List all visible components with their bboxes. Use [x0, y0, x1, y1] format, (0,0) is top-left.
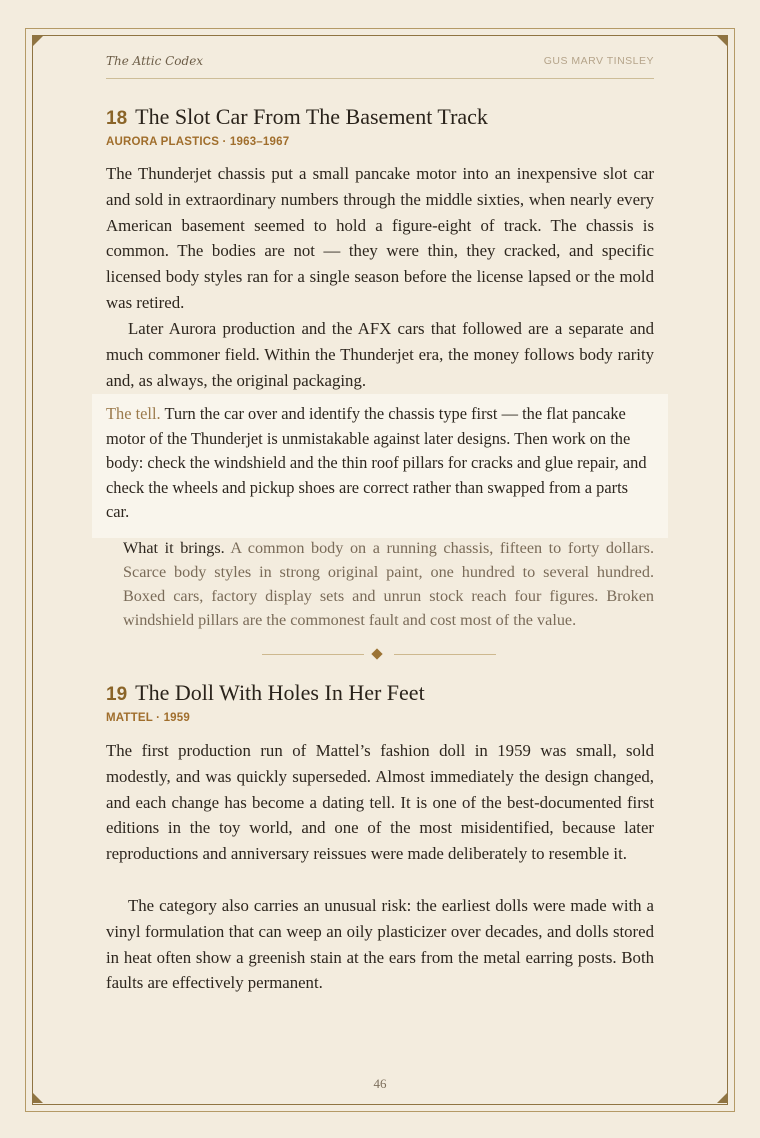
entry-number: 19 — [106, 684, 128, 705]
entry-title: The Doll With Holes In Her Feet — [135, 680, 425, 705]
section-divider — [262, 647, 496, 663]
corner-ornament-icon — [33, 36, 43, 46]
running-head — [106, 54, 654, 79]
body-paragraph: The first production run of Mattel’s fashion doll in 1959 was small, sold modestly, and was quickly superseded. Almost immediately the design changed, and each change has become a dating tell. It is one of the best-documented first editions in the toy world, and one of the most misidentified, because later reproductions and anniversary reissues were made deliberately to resemble it. — [106, 741, 654, 864]
divider-line — [262, 654, 364, 655]
diamond-ornament-icon — [371, 648, 382, 659]
book-title: The Attic Codex — [106, 54, 204, 68]
tell-text — [106, 402, 654, 525]
corner-ornament-icon — [717, 36, 727, 46]
price-note — [123, 536, 654, 632]
entry-title: The Slot Car From The Basement Track — [135, 104, 488, 129]
divider-line — [394, 654, 496, 655]
author-name: GUS MARV TINSLEY — [543, 55, 654, 67]
corner-ornament-icon — [717, 1093, 727, 1103]
entry-number: 18 — [106, 108, 128, 129]
entry-maker: AURORA PLASTICS · 1963–1967 — [106, 136, 290, 148]
body-paragraph: Later Aurora production and the AFX cars that followed are a separate and much commoner field. Within the Thunderjet era, the money follows body rarity and, as always, the original packaging. — [106, 319, 654, 390]
tell-body: Turn the car over and identify the chassis type first — the flat pancake motor of the Thunderjet is unmistakable against later designs. Then work on the body: check the windshield and the thin roof pillars for cracks and glue repair, and check the wheels and pickup shoes are correct rather than swapped from a parts car. — [106, 404, 647, 522]
price-label: What it brings. — [123, 539, 225, 557]
body-paragraph: The Thunderjet chassis put a small pancake motor into an inexpensive slot car and sold in extraordinary numbers through the middle sixties, when nearly every American basement seemed to hold a figure-eight of track. The chassis is common. The bodies are not — they were thin, they cracked, and specific licensed body styles ran for a single season before the license lapsed or the mold was retired. — [106, 164, 654, 312]
entry-heading — [106, 680, 425, 706]
entry-heading — [106, 104, 488, 130]
price-body: A common body on a running chassis, fifteen to forty dollars. Scarce body styles in strong original paint, one hundred to several hundred. Boxed cars, factory display sets and unrun stock reach four figures. Broken windshield pillars are the commonest fault and cost most of the value. — [123, 539, 654, 629]
corner-ornament-icon — [33, 1093, 43, 1103]
entry-maker: MATTEL · 1959 — [106, 712, 190, 724]
tell-label: The tell. — [106, 404, 161, 423]
body-paragraph: The category also carries an unusual risk: the earliest dolls were made with a vinyl formulation that can weep an oily plasticizer over decades, and dolls stored in heat often show a greenish stain at the ears from the metal earring posts. Both faults are effectively permanent. — [106, 896, 654, 993]
page-number: 46 — [373, 1076, 387, 1091]
